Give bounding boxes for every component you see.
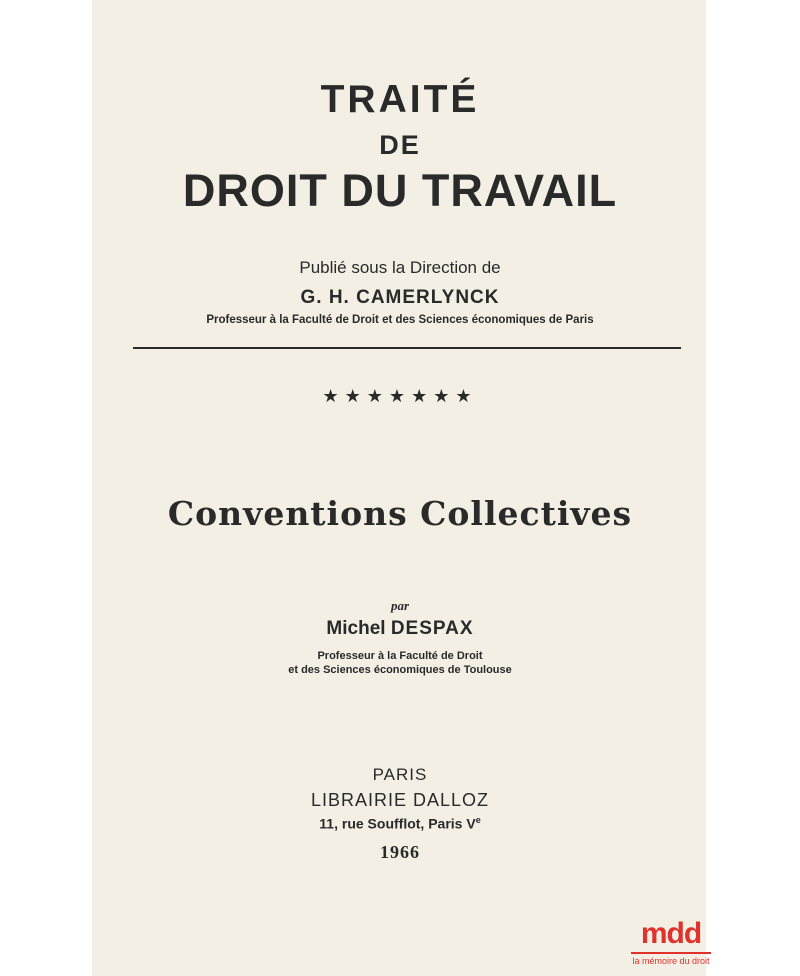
mdd-logo-rule <box>631 952 711 954</box>
title-line-droit-du-travail: DROIT DU TRAVAIL <box>182 165 618 216</box>
author-role-line-2: et des Sciences économiques de Toulouse <box>288 664 512 676</box>
imprint-address-text: 11, rue Soufflot, Paris V <box>319 815 476 832</box>
author-role-line-1: Professeur à la Faculté de Droit <box>317 650 483 662</box>
title-line-de: DE <box>379 130 421 160</box>
star-ornament: ★★★★★★★ <box>322 386 478 406</box>
author-first-name: Michel <box>326 618 386 639</box>
author-last-name: DESPAX <box>390 618 474 639</box>
director-role: Professeur à la Faculté de Droit et des Sciences économiques de Paris <box>206 314 594 326</box>
author-name <box>0 618 800 640</box>
mdd-logo-tagline: la mémoire du droit <box>632 956 710 966</box>
horizontal-rule <box>133 347 681 349</box>
director-name: G. H. CAMERLYNCK <box>300 287 500 308</box>
mdd-watermark-logo <box>628 918 714 976</box>
imprint-address-sup: e <box>475 815 481 825</box>
volume-subtitle: Conventions Collectives <box>167 494 633 533</box>
imprint-year: 1966 <box>380 842 420 862</box>
title-line-traite: TRAITÉ <box>320 78 480 121</box>
mdd-logo-mark: mdd <box>640 917 702 950</box>
direction-intro: Publié sous la Direction de <box>299 258 501 277</box>
author-par: par <box>390 598 410 613</box>
imprint-publisher: LIBRAIRIE DALLOZ <box>310 790 490 810</box>
imprint-city: PARIS <box>372 765 428 784</box>
imprint-address <box>0 815 800 832</box>
